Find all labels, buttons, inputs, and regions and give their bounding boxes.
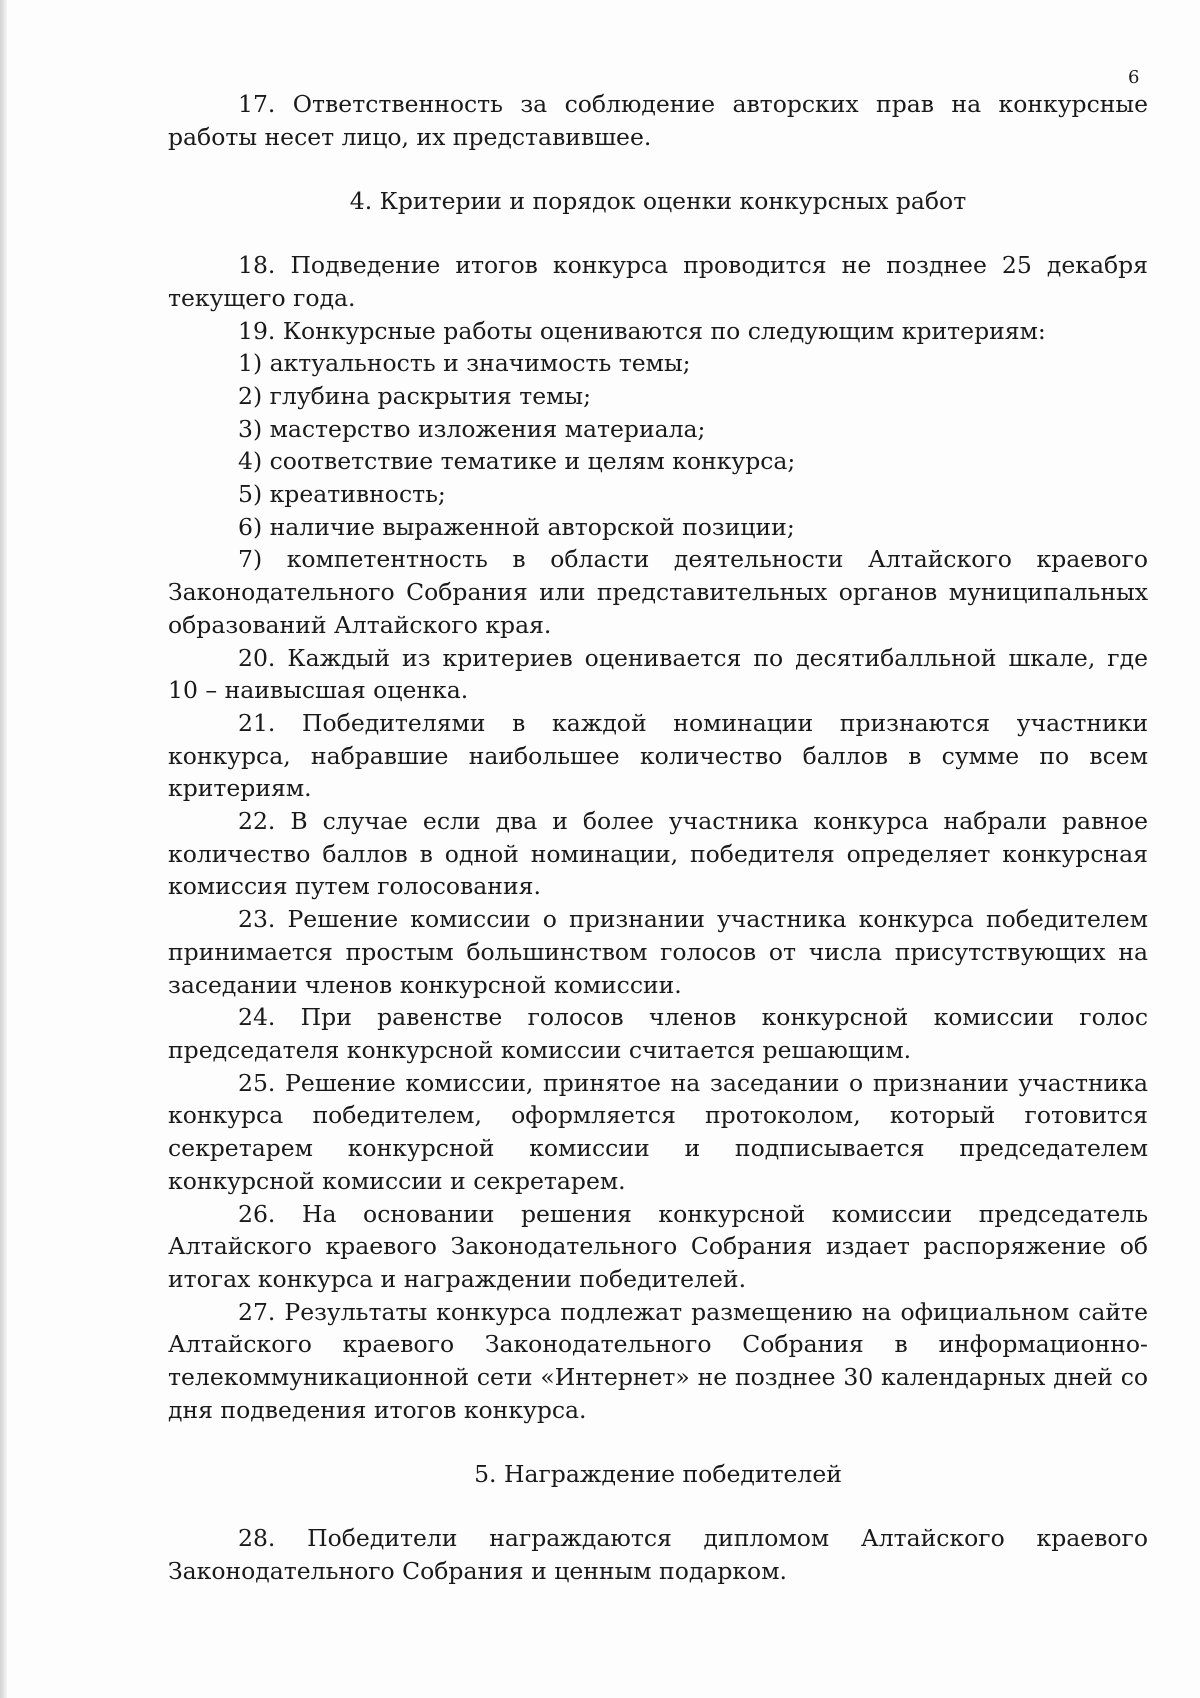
criterion-5: 5) креативность; [238,480,446,509]
criterion-2: 2) глубина раскрытия темы; [238,381,592,410]
criterion-3: 3) мастерство изложения материала; [238,414,706,443]
paragraph-26: 26. На основании решения конкурсной комиссии председатель Алтайского краевого Законодательного Собрания издает распоряжение об итогах конкурса и награждении победителей. [168,1199,1148,1293]
paragraph-18: 18. Подведение итогов конкурса проводится не позднее 25 декабря текущего года. [168,251,1148,312]
paragraph-25: 25. Решение комиссии, принятое на заседании о признании участника конкурса победителем, оформляется протоколом, который готовится секретарем конкурсной комиссии и подписывается председателем конкурсной комиссии и секретарем. [168,1068,1148,1195]
document-body [168,88,1148,1588]
criterion-4: 4) соответствие тематике и целям конкурса; [238,447,796,476]
criterion-6: 6) наличие выраженной авторской позиции; [238,512,795,541]
section-5-heading: 5. Награждение победителей [474,1460,842,1489]
scan-edge [0,0,7,1698]
paragraph-24: 24. При равенстве голосов членов конкурсной комиссии голос председателя конкурсной комиссии считается решающим. [168,1003,1148,1064]
paragraph-28: 28. Победители награждаются дипломом Алтайского краевого Законодательного Собрания и ценным подарком. [168,1524,1148,1585]
paragraph-20: 20. Каждый из критериев оценивается по десятибалльной шкале, где 10 – наивысшая оценка. [168,643,1148,705]
paragraph-21: 21. Победителями в каждой номинации признаются участники конкурса, набравшие наибольшее количество баллов в сумме по всем критериям. [168,708,1148,803]
paragraph-23: 23. Решение комиссии о признании участника конкурса победителем принимается простым большинством голосов от числа присутствующих на заседании членов конкурсной комиссии. [168,905,1148,999]
page-number: 6 [1128,67,1140,88]
criterion-7: 7) компетентность в области деятельности Алтайского краевого Законодательного Собрания или представительных органов муниципальных образований Алтайского края. [168,545,1148,639]
paragraph-22: 22. В случае если два и более участника конкурса набрали равное количество баллов в одной номинации, победителя определяет конкурсная комиссия путем голосования. [168,807,1148,901]
paragraph-27: 27. Результаты конкурса подлежат размещению на официальном сайте Алтайского краевого Законодательного Собрания в информационно-телекоммуникационной сети «Интернет» не позднее 30 календарных дней со дня подведения итогов конкурса. [168,1297,1148,1424]
paragraph-19: 19. Конкурсные работы оцениваются по следующим критериям: [238,316,1046,345]
section-4-heading: 4. Критерии и порядок оценки конкурсных работ [349,187,967,216]
paragraph-17: 17. Ответственность за соблюдение авторских прав на конкурсные работы несет лицо, их представившее. [168,90,1148,151]
criterion-1: 1) актуальность и значимость темы; [238,349,691,378]
